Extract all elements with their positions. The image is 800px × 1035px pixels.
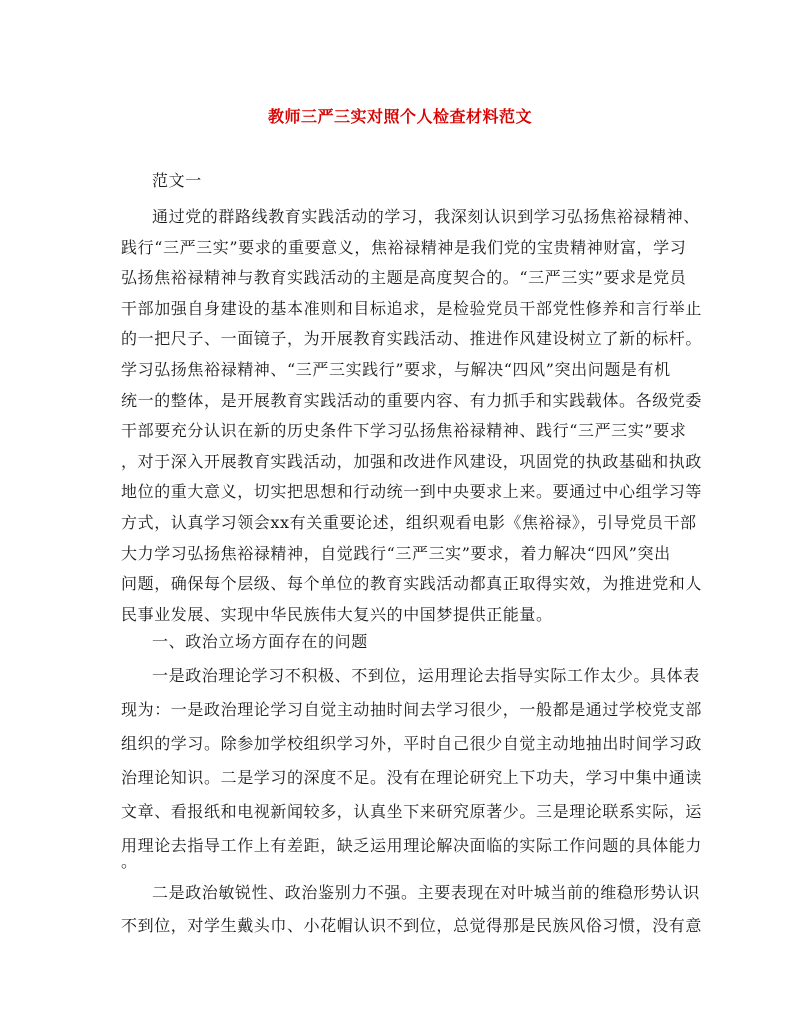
paragraph-line: 治理论知识。二是学习的深度不足。没有在理论研究上下功夫，学习中集中通读 <box>121 768 703 787</box>
paragraph-line: 学习弘扬焦裕禄精神、“三严三实践行”要求，与解决“四风”突出问题是有机 <box>121 360 671 379</box>
paragraph-line: 现为：一是政治理论学习自觉主动抽时间去学习很少，一般都是通过学校党支部 <box>121 700 703 719</box>
paragraph-line: 组织的学习。除参加学校组织学习外，平时自己很少自觉主动地抽出时间学习政 <box>121 734 703 753</box>
paragraph-line: 不到位，对学生戴头巾、小花帽认识不到位，总觉得那是民族风俗习惯，没有意 <box>121 916 703 935</box>
paragraph-line: 一是政治理论学习不积极、不到位，运用理论去指导实际工作太少。具体表 <box>152 666 700 685</box>
paragraph-line: 文章、看报纸和电视新闻较多，认真坐下来研究原著少。三是理论联系实际，运 <box>121 802 703 821</box>
section-heading-political: 一、政治立场方面存在的问题 <box>152 632 368 651</box>
section-heading-fanwen: 范文一 <box>152 171 202 190</box>
paragraph-line: 干部要充分认识在新的历史条件下学习弘扬焦裕禄精神、践行“三严三实”要求 <box>121 421 687 440</box>
paragraph-line: 民事业发展、实现中华民族伟大复兴的中国梦提供正能量。 <box>121 605 553 624</box>
paragraph-line: 用理论去指导工作上有差距，缺乏运用理论解决面临的实际工作问题的具体能力 <box>121 836 703 855</box>
paragraph-line: 的一把尺子、一面镜子，为开展教育实践活动、推进作风建设树立了新的标杆。 <box>121 329 703 348</box>
paragraph-line: 统一的整体，是开展教育实践活动的重要内容、有力抓手和实践载体。各级党委 <box>121 391 703 410</box>
paragraph-line: 大力学习弘扬焦裕禄精神，自觉践行“三严三实”要求，着力解决“四风”突出 <box>121 544 671 563</box>
paragraph-line: 地位的重大意义，切实把思想和行动统一到中央要求上来。要通过中心组学习等 <box>121 482 703 501</box>
paragraph-line: ，对于深入开展教育实践活动，加强和改进作风建设，巩固党的执政基础和执政 <box>121 452 703 471</box>
document-title: 教师三严三实对照个人检查材料范文 <box>267 107 532 126</box>
paragraph-line: 二是政治敏锐性、政治鉴别力不强。主要表现在对叶城当前的维稳形势认识 <box>152 883 700 902</box>
paragraph-line: 干部加强自身建设的基本准则和目标追求，是检验党员干部党性修养和言行举止 <box>121 299 703 318</box>
paragraph-line: 方式，认真学习领会xx有关重要论述，组织观看电影《焦裕禄》，引导党员干部 <box>121 513 697 532</box>
paragraph-line: 践行“三严三实”要求的重要意义，焦裕禄精神是我们党的宝贵精神财富，学习 <box>121 238 687 257</box>
paragraph-line: 。 <box>121 852 138 871</box>
paragraph-line: 弘扬焦裕禄精神与教育实践活动的主题是高度契合的。“三严三实”要求是党员 <box>121 268 687 287</box>
paragraph-line: 通过党的群路线教育实践活动的学习，我深刻认识到学习弘扬焦裕禄精神、 <box>152 207 700 226</box>
paragraph-line: 问题，确保每个层级、每个单位的教育实践活动都真正取得实效，为推进党和人 <box>121 574 703 593</box>
